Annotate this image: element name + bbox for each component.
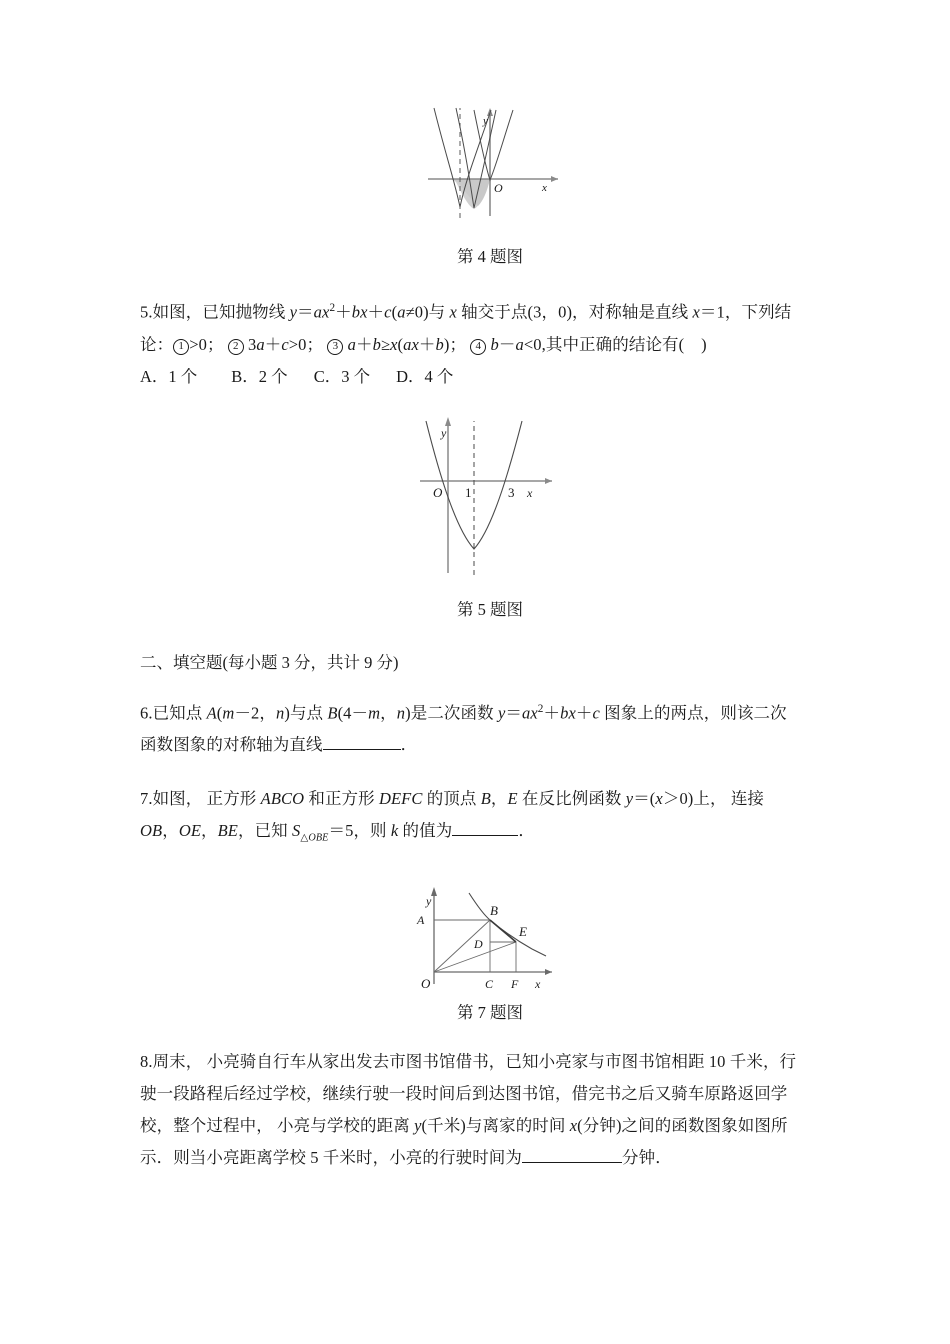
point-label-A: A [417,913,425,928]
question-5-conclusions: 论： 1 >0； 2 3a＋c>0； 3 a＋b≥x(ax＋b)； 4 b－a<0,其中正确的结论有( ) [140,334,707,354]
x-axis-label: x [535,977,541,992]
figure-5-caption: 第 5 题图 [457,599,523,619]
x-axis-label: x [542,182,547,194]
q7-line2-c: ． [518,821,535,840]
q8-number: 8. [140,1052,153,1072]
point-label-D: D [474,937,483,952]
origin-label: O [494,181,503,195]
circled-2-icon: 2 [228,339,244,355]
x-axis-arrow [545,478,552,484]
question-6-line2 [140,729,840,761]
x-axis-label: x [527,485,533,500]
section-2-heading: 二、填空题(每小题 3 分，共计 9 分) [140,652,399,672]
figure-4 [390,96,590,226]
option-a[interactable]: A．1 个 [140,366,198,386]
question-8-line1: 8.周末， 小亮骑自行车从家出发去市图书馆借书，已知小亮家与市图书馆相距 10 千米，行 [140,1052,797,1072]
q7-number: 7. [140,789,153,808]
point-label-F: F [511,977,519,992]
q8-line4-a: 示．则当小亮距离学校 5 千米时，小亮的行驶时间为 [140,1148,522,1168]
figure-7-svg [390,876,590,994]
question-5-options [140,361,840,393]
origin-label: O [433,484,443,500]
y-axis-label: y [426,894,432,909]
q6-line2-a: 函数图象的对称轴为直线 [140,735,323,754]
q5-line1-a: 如图，已知抛物线 [152,302,290,322]
question-5-text: 5.如图，已知抛物线 $y=ax^2+bx+c(a\ne 0)$与 x 轴交于点(3，0)，对称轴是直线 x＝1，下列结 [140,302,792,322]
figure-4-caption: 第 4 题图 [457,247,523,266]
y-axis-arrow [431,887,437,896]
x-tick-3-label: 3 [508,484,515,500]
x-axis-arrow [551,176,558,182]
x-axis-arrow [545,969,552,975]
y-axis-label: y [441,425,447,440]
q6-line2-b: ． [400,735,418,754]
segment-BE [490,920,516,942]
y-axis-arrow [445,417,451,426]
figure-5 [400,405,580,585]
q7-subscript: △OBE [300,832,329,844]
q6-number: 6. [140,703,153,722]
circled-1-icon: 1 [173,339,189,355]
figure-7-caption: 第 7 题图 [457,1003,523,1023]
q8-line4-b: 分钟． [622,1148,672,1168]
answer-blank-q6[interactable] [323,733,401,751]
answer-blank-q8[interactable] [522,1146,622,1164]
q5-function: y [289,302,298,322]
page-content [140,0,840,1174]
figure-4-svg [390,96,590,226]
circled-4-icon: 4 [470,339,486,355]
question-7-line1: 7.如图， 正方形 ABCO 和正方形 DEFC 的顶点 B，E 在反比例函数 y＝(x＞0)上， 连接 [140,789,765,808]
question-7-line2: OB，OE，BE，已知 $S_{\triangle OBE}=5$，则 k 的值为 ． [140,815,840,854]
figure-7 [390,876,590,994]
option-c[interactable]: C．3 个 [313,366,371,386]
option-b[interactable]: B．2 个 [231,366,288,386]
y-axis-label: y [483,115,488,127]
point-label-E: E [519,924,527,940]
answer-blank-q7[interactable] [452,819,518,837]
point-label-B: B [490,903,498,919]
question-6-line1: 6.已知点 A(m－2，n)与点 B(4－m，n)是二次函数 $y=ax^2+bx+c$ 图象上的两点，则该二次 [140,702,787,722]
q5-line2-lead: 论： [140,334,174,354]
circled-3-icon: 3 [327,339,343,355]
q5-number: 5. [140,302,153,322]
option-d[interactable]: D．4 个 [396,366,454,386]
question-8-line3: 校，整个过程中， 小亮与学校的距离 y(千米)与离家的时间 x(分钟)之间的函数图象如图所 [140,1116,788,1136]
question-8-line2: 驶一段路程后经过学校，继续行驶一段时间后到达图书馆，借完书之后又骑车原路返回学 [140,1084,788,1104]
x-tick-1-label: 1 [465,484,472,500]
point-label-C: C [485,977,494,992]
figure-5-svg [400,405,580,585]
question-8-line4 [140,1142,840,1174]
origin-label: O [421,976,431,992]
